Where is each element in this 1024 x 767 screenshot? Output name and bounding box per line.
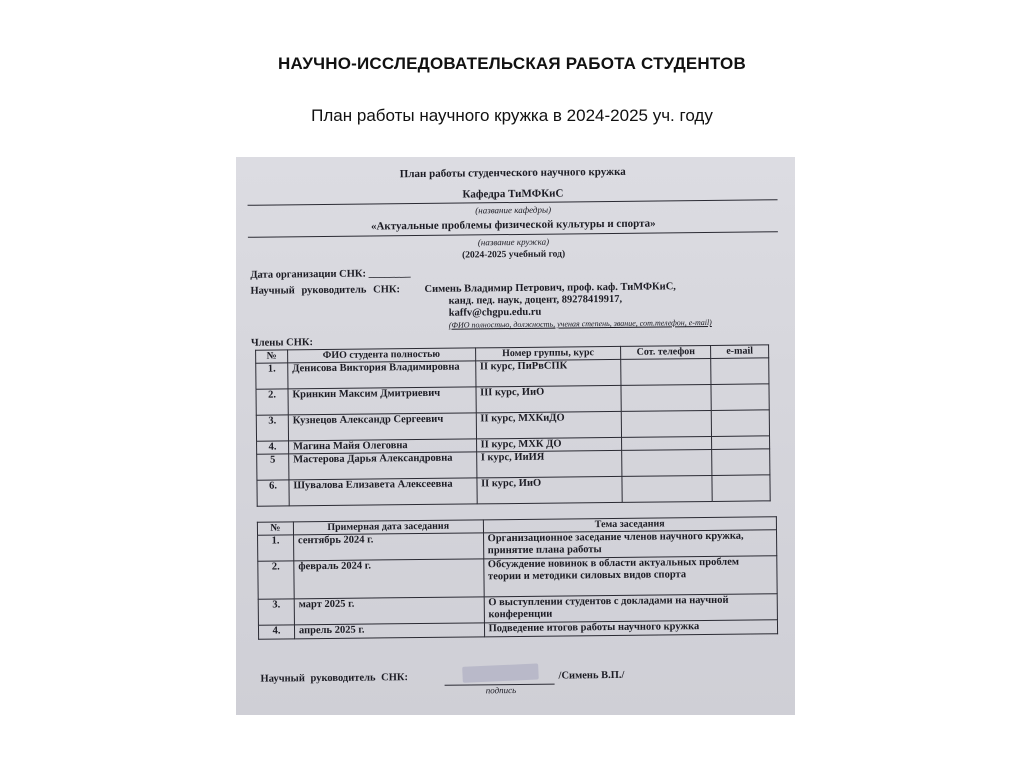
meeting-topic: О выступлении студентов с докладами на научной конференции xyxy=(484,594,778,623)
student-name: Кузнецов Александр Сергеевич xyxy=(288,413,476,441)
document-page xyxy=(236,157,795,715)
meetings-table xyxy=(257,516,778,639)
student-phone xyxy=(621,384,711,411)
header-email: e-mail xyxy=(711,345,769,359)
department-name: Кафедра ТиМФКиС xyxy=(462,187,564,201)
student-group: I курс, ИиИЯ xyxy=(476,450,622,478)
student-phone xyxy=(622,475,712,502)
row-number: 1. xyxy=(256,363,288,389)
header-phone: Сот. телефон xyxy=(621,345,711,359)
student-name: Денисова Виктория Владимировна xyxy=(288,361,476,389)
members-table xyxy=(255,344,771,506)
student-email xyxy=(712,436,770,450)
row-number: 1. xyxy=(258,535,294,561)
student-phone xyxy=(621,358,711,385)
supervisor-line-3: kaffv@chgpu.edu.ru xyxy=(448,306,542,319)
student-name: Кринкин Максим Дмитриевич xyxy=(288,387,476,415)
meeting-topic: Организационное заседание членов научного кружка, принятие плана работы xyxy=(483,530,777,559)
student-name: Мастерова Дарья Александровна xyxy=(289,452,477,480)
members-label: Члены СНК: xyxy=(250,337,314,349)
student-phone xyxy=(622,436,712,450)
student-phone xyxy=(622,449,712,476)
meeting-date: сентябрь 2024 г. xyxy=(293,533,483,561)
header-group: Номер группы, курс xyxy=(475,346,621,361)
student-group: III курс, ИиО xyxy=(476,385,622,413)
row-number: 3. xyxy=(256,415,288,441)
slide-subtitle: План работы научного кружка в 2024-2025 уч. году xyxy=(311,106,713,125)
supervisor-label: Научный руководитель СНК: xyxy=(250,284,401,297)
signature-caption: подпись xyxy=(485,685,517,696)
meeting-date: март 2025 г. xyxy=(294,597,484,625)
row-number: 6. xyxy=(257,480,289,506)
slide-title: НАУЧНО-ИССЛЕДОВАТЕЛЬСКАЯ РАБОТА СТУДЕНТОВ xyxy=(278,54,746,73)
org-date-label: Дата организации СНК: ________ xyxy=(250,268,411,281)
meeting-topic: Подведение итогов работы научного кружка xyxy=(484,620,778,637)
meeting-date: февраль 2024 г. xyxy=(294,559,484,599)
row-number: 2. xyxy=(258,561,294,599)
document-photo xyxy=(236,157,795,715)
header-topic: Тема заседания xyxy=(483,517,777,533)
signature-name: /Симень В.П./ xyxy=(558,669,625,682)
row-number: 2. xyxy=(256,389,288,415)
circle-name: «Актуальные проблемы физической культуры и спорта» xyxy=(370,217,656,233)
student-phone xyxy=(621,410,711,437)
header-number: № xyxy=(256,350,288,363)
row-number: 4. xyxy=(258,625,294,639)
student-email xyxy=(711,410,769,437)
supervisor-caption: (ФИО полностью, должность, ученая степень, звание, сот.телефон, e-mail) xyxy=(448,317,712,330)
supervisor-line-1: Симень Владимир Петрович, проф. каф. ТиМФКиС, xyxy=(424,281,676,295)
student-name: Магина Майя Олеговна xyxy=(288,439,476,454)
header-date: Примерная дата заседания xyxy=(293,520,483,535)
student-email xyxy=(711,384,769,411)
student-group: II курс, МХКиДО xyxy=(476,411,622,439)
department-caption: (название кафедры) xyxy=(475,204,552,216)
student-group: II курс, ПиРвСПК xyxy=(475,359,621,387)
document-heading: План работы студенческого научного кружка xyxy=(399,165,626,181)
header-student-name: ФИО студента полностью xyxy=(288,348,476,363)
circle-caption: (название кружка) xyxy=(477,236,550,248)
table-row xyxy=(258,556,777,599)
supervisor-line-2: канд. пед. наук, доцент, 89278419917, xyxy=(448,293,623,307)
row-number: 5 xyxy=(257,454,289,480)
row-number: 4. xyxy=(257,441,289,454)
signature-label: Научный руководитель СНК: xyxy=(260,672,409,685)
meeting-date: апрель 2025 г. xyxy=(294,623,484,639)
academic-year: (2024-2025 учебный год) xyxy=(462,249,566,261)
student-email xyxy=(712,449,770,476)
student-email xyxy=(712,475,770,502)
meeting-topic: Обсуждение новинок в области актуальных проблем теории и методики силовых видов спорта xyxy=(483,556,777,597)
table-row xyxy=(257,475,770,506)
student-email xyxy=(711,358,769,385)
handwritten-signature xyxy=(462,663,539,682)
row-number: 3. xyxy=(258,599,294,625)
student-group: II курс, МХК ДО xyxy=(476,437,622,452)
student-group: II курс, ИиО xyxy=(476,476,622,504)
student-name: Шувалова Елизавета Алексеевна xyxy=(289,478,477,506)
header-number: № xyxy=(257,522,293,535)
